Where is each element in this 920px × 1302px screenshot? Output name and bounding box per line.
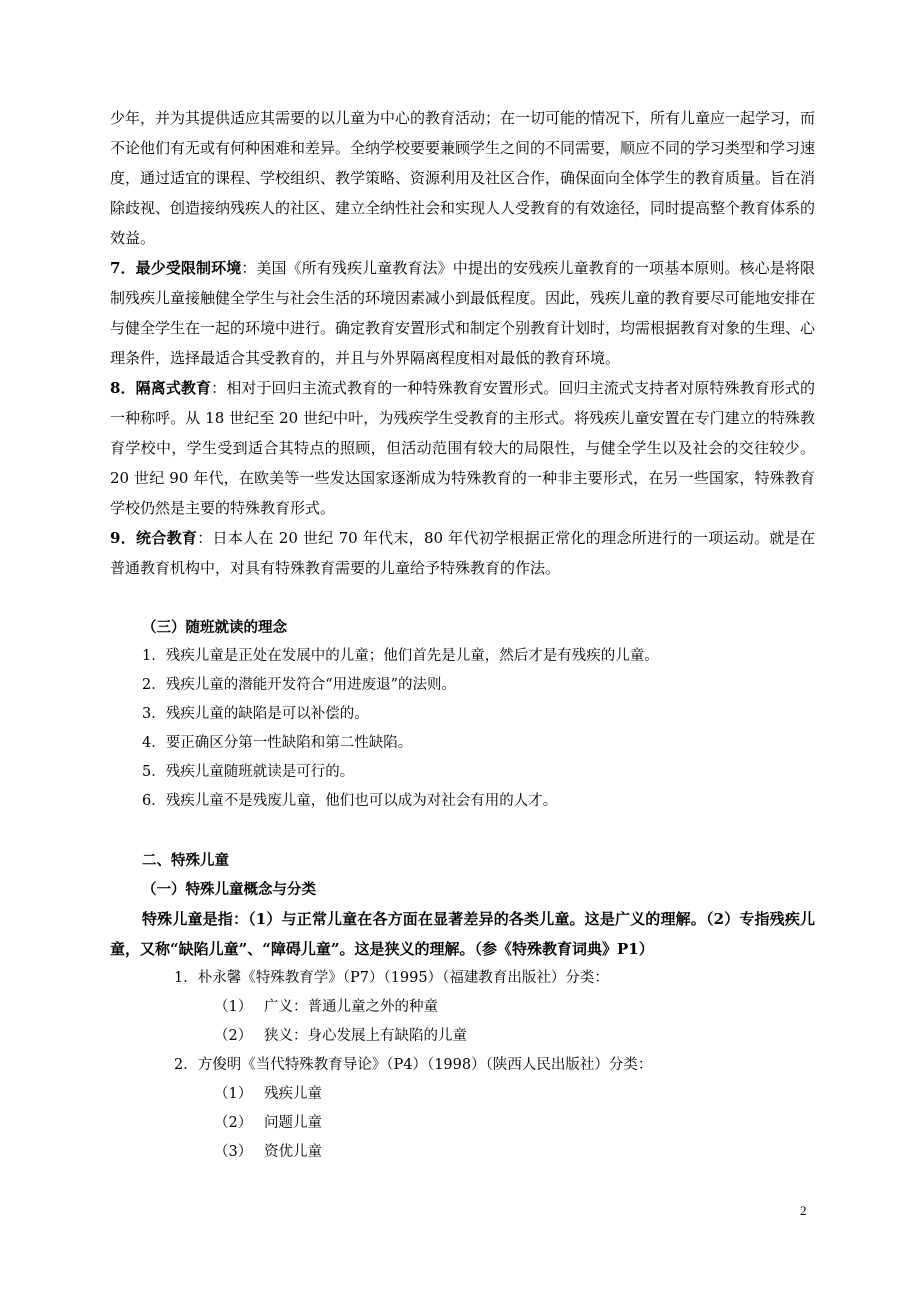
special-children-definition: 特殊儿童是指：（1）与正常儿童在各方面在显著差异的各类儿童。这是广义的理解。（2）专指残疾儿童，又称“缺陷儿童”、“障碍儿童”。这是狭义的理解。（参《特殊教育词典》P1） [110, 910, 815, 958]
classification-2-label: 2．方俊明《当代特殊教育导论》（P4）（1998）（陕西人民出版社）分类： [174, 1057, 653, 1073]
term-8-body: ：相对于回归主流式教育的一种特殊教育安置形式。回归主流式支持者对原特殊教育形式的一种称呼。从 18 世纪至 20 世纪中叶，为残疾学生受教育的主形式。将残疾儿童安置在专门建立的特殊教育学校中，学生受到适合其特点的照顾，但活动范围有较大的局限性，与健全学生以及社会的交往较少。20 世纪 90 年代，在欧美等一些发达国家逐渐成为特殊教育的一种非主要形式，在另一些国家，特殊教育学校仍然是主要的特殊教育形式。 [110, 379, 815, 517]
list-item: 1．残疾儿童是正处在发展中的儿童；他们首先是儿童，然后才是有残疾的儿童。 [142, 648, 659, 664]
page-number: 2 [800, 1203, 807, 1218]
classification-1-label: 1．朴永馨《特殊教育学》（P7）（1995）（福建教育出版社）分类： [174, 970, 609, 986]
section-two-heading: 二、特殊儿童 [142, 852, 229, 869]
item-number: （2） [214, 1028, 253, 1044]
item-number: （1） [214, 1086, 253, 1102]
list-item [110, 993, 815, 1022]
list-item [110, 1138, 815, 1167]
section-two-subheading: （一）特殊儿童概念与分类 [142, 881, 316, 898]
item-text: 广义：普通儿童之外的种童 [264, 999, 438, 1015]
term-9-body: ：日本人在 20 世纪 70 年代末，80 年代初学根据正常化的理念所进行的一项运动。就是在普通教育机构中，对具有特殊教育需要的儿童给予特殊教育的作法。 [110, 529, 815, 577]
term-8-title: 8．隔离式教育 [110, 379, 212, 397]
item-text: 问题儿童 [264, 1115, 322, 1131]
term-7-body: ：美国《所有残疾儿童教育法》中提出的安残疾儿童教育的一项基本原则。核心是将限制残疾儿童接触健全学生与社会生活的环境因素减小到最低程度。因此，残疾儿童的教育要尽可能地安排在与健全学生在一起的环境中进行。确定教育安置形式和制定个别教育计划时，均需根据教育对象的生理、心理条件，选择最适合其受教育的，并且与外界隔离程度相对最低的教育环境。 [110, 259, 816, 367]
spacer [110, 583, 815, 613]
item-number: （1） [214, 999, 253, 1015]
item-number: （2） [214, 1115, 253, 1131]
term-7-title: 7．最少受限制环境 [110, 259, 242, 277]
item-text: 狭义：身心发展上有缺陷的儿童 [264, 1028, 467, 1044]
list-item [110, 1022, 815, 1051]
list-item [110, 1080, 815, 1109]
term-8-paragraph [110, 373, 815, 523]
list-item: 4．要正确区分第一性缺陷和第二性缺陷。 [142, 735, 413, 751]
paragraph-6-continued: 少年，并为其提供适应其需要的以儿童为中心的教育活动；在一切可能的情况下，所有儿童应一起学习，而不论他们有无或有何种困难和差异。全纳学校要要兼顾学生之间的不同需要，顺应不同的学习类型和学习速度，通过适宜的课程、学校组织、教学策略、资源利用及社区合作，确保面向全体学生的教育质量。旨在消除歧视、创造接纳残疾人的社区、建立全纳性社会和实现人人受教育的有效途径，同时提高整个教育体系的效益。 [110, 109, 816, 247]
term-7-paragraph [110, 253, 815, 373]
list-item: 6．残疾儿童不是残废儿童，他们也可以成为对社会有用的人才。 [142, 793, 558, 809]
list-item: 5．残疾儿童随班就读是可行的。 [142, 764, 355, 780]
list-item: 3．残疾儿童的缺陷是可以补偿的。 [142, 706, 369, 722]
list-item: 2．残疾儿童的潜能开发符合“用进废退”的法则。 [142, 677, 457, 693]
term-9-title: 9．统合教育 [110, 529, 198, 547]
list-item [110, 1109, 815, 1138]
item-text: 残疾儿童 [264, 1086, 322, 1102]
item-text: 资优儿童 [264, 1144, 322, 1160]
term-9-paragraph [110, 523, 815, 583]
page-content [110, 103, 815, 1167]
item-number: （3） [214, 1144, 253, 1160]
spacer [110, 816, 815, 846]
section-3-heading: （三）随班就读的理念 [142, 619, 287, 636]
